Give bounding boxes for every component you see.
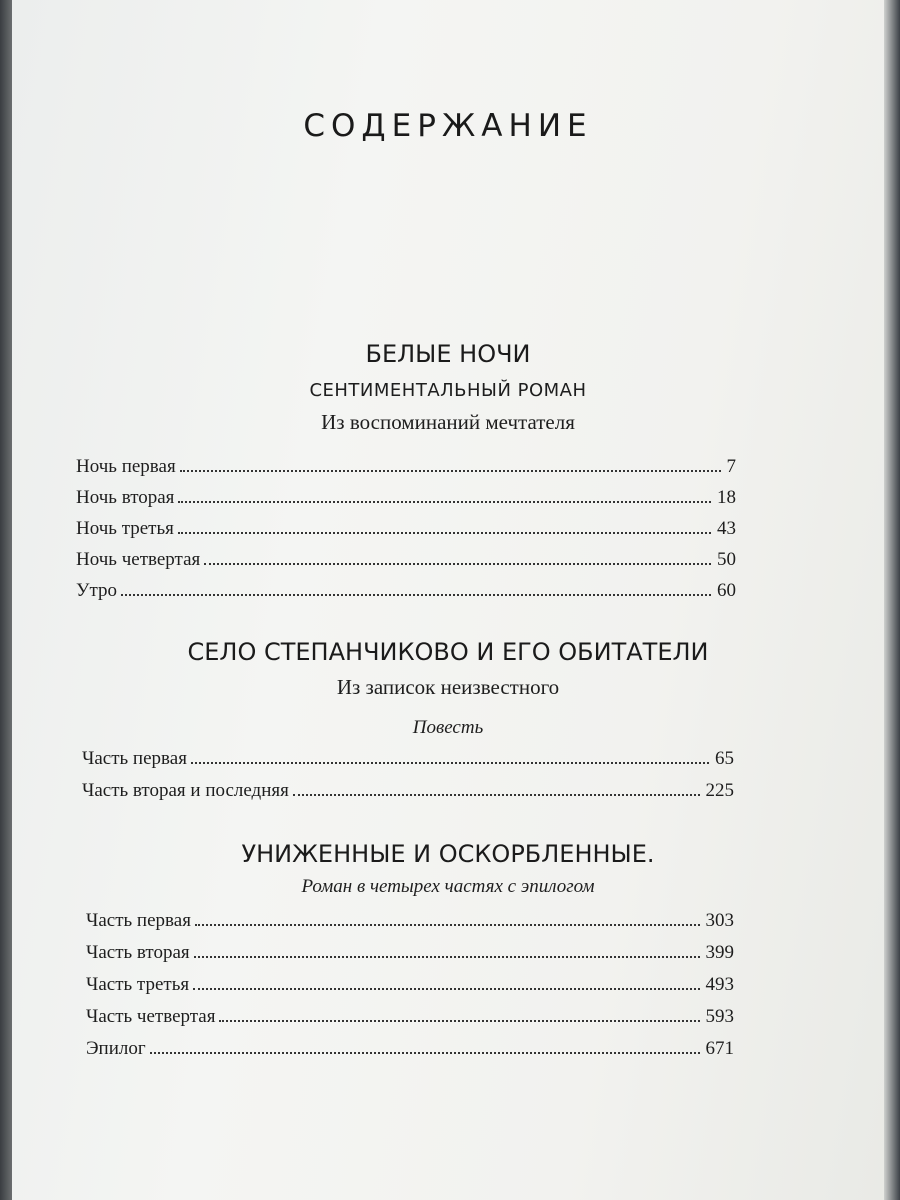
toc-entry xyxy=(76,514,736,540)
toc-leader-dots xyxy=(180,470,721,472)
toc-leader-dots xyxy=(194,956,700,958)
toc-entry-page: 43 xyxy=(717,518,736,539)
toc-entry-label: Ночь первая xyxy=(76,456,176,477)
toc-entry-page: 303 xyxy=(705,910,734,931)
book-page xyxy=(12,0,884,1200)
toc-entry-label: Часть четвертая xyxy=(86,1006,216,1027)
toc-entry xyxy=(76,483,736,509)
section-1-heading: БЕЛЫЕ НОЧИ xyxy=(365,340,531,368)
toc-entry-label: Часть вторая и последняя xyxy=(82,780,289,801)
toc-entry-page: 50 xyxy=(717,549,736,570)
toc-leader-dots xyxy=(293,794,700,796)
section-2-heading: СЕЛО СТЕПАНЧИКОВО И ЕГО ОБИТАТЕЛИ xyxy=(187,638,709,666)
toc-entry-page: 65 xyxy=(715,748,734,769)
toc-entry xyxy=(76,576,736,602)
toc-entry xyxy=(86,970,734,996)
page-edge-shadow xyxy=(884,0,900,1200)
toc-entry xyxy=(82,744,734,770)
toc-entry-page: 7 xyxy=(726,456,736,477)
toc-entry-page: 493 xyxy=(705,974,734,995)
toc-leader-dots xyxy=(193,988,699,990)
toc-leader-dots xyxy=(150,1052,700,1054)
page-title: СОДЕРЖАНИЕ xyxy=(303,108,593,144)
toc-entry-page: 60 xyxy=(717,580,736,601)
toc-leader-dots xyxy=(178,501,711,503)
toc-entry-label: Эпилог xyxy=(86,1038,146,1059)
toc-entry xyxy=(82,776,734,802)
toc-leader-dots xyxy=(195,924,700,926)
section-2-note: Из записок неизвестного xyxy=(336,675,560,699)
toc-leader-dots xyxy=(219,1020,699,1022)
book-spine xyxy=(0,0,12,1200)
section-3-genre: Роман в четырех частях с эпилогом xyxy=(301,876,595,897)
toc-entry xyxy=(86,1002,734,1028)
toc-entry xyxy=(86,1034,734,1060)
toc-entry xyxy=(76,452,736,478)
section-3-heading: УНИЖЕННЫЕ И ОСКОРБЛЕННЫЕ. xyxy=(241,840,655,868)
toc-leader-dots xyxy=(204,563,711,565)
toc-entry-page: 593 xyxy=(705,1006,734,1027)
toc-entry-label: Часть первая xyxy=(86,910,191,931)
section-1-note: Из воспоминаний мечтателя xyxy=(321,410,575,434)
toc-leader-dots xyxy=(191,762,709,764)
toc-entry-label: Часть первая xyxy=(82,748,187,769)
section-2-genre: Повесть xyxy=(412,717,484,738)
toc-entry xyxy=(86,906,734,932)
toc-entry xyxy=(86,938,734,964)
toc-entry-label: Утро xyxy=(76,580,117,601)
section-1-subtitle: СЕНТИМЕНТАЛЬНЫЙ РОМАН xyxy=(309,380,587,401)
toc-entry xyxy=(76,545,736,571)
toc-leader-dots xyxy=(178,532,711,534)
toc-entry-label: Ночь третья xyxy=(76,518,174,539)
toc-entry-label: Часть вторая xyxy=(86,942,190,963)
toc-entry-label: Ночь четвертая xyxy=(76,549,201,570)
toc-entry-label: Часть третья xyxy=(86,974,190,995)
toc-entry-page: 671 xyxy=(705,1038,734,1059)
toc-entry-page: 399 xyxy=(705,942,734,963)
toc-entry-page: 225 xyxy=(705,780,734,801)
toc-entry-page: 18 xyxy=(717,487,736,508)
toc-entry-label: Ночь вторая xyxy=(76,487,175,508)
toc-leader-dots xyxy=(121,594,711,596)
